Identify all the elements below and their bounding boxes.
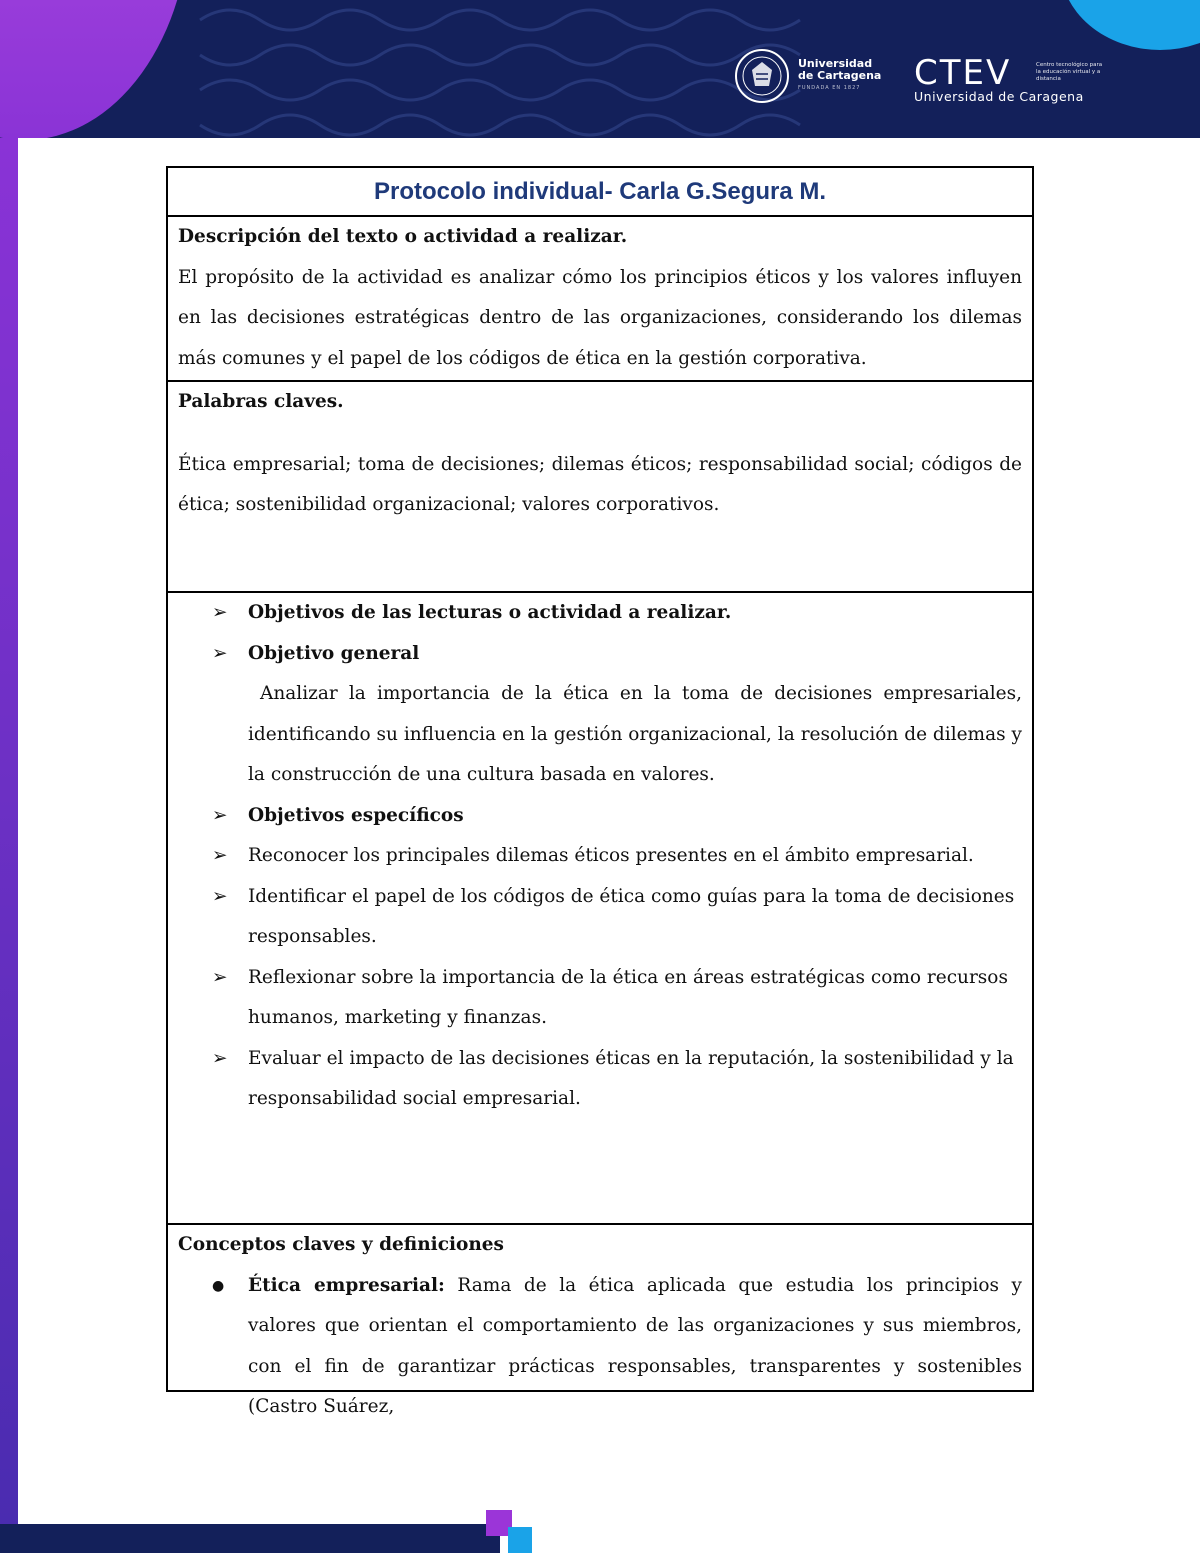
ctev-logo bbox=[914, 53, 1103, 104]
specific-objective-text: Reconocer los principales dilemas éticos presentes en el ámbito empresarial. bbox=[248, 845, 974, 866]
keywords-heading: Palabras claves. bbox=[178, 391, 344, 412]
university-logo bbox=[734, 48, 881, 104]
arrow-bullet-icon: ➢ bbox=[212, 885, 228, 907]
concepts-heading: Conceptos claves y definiciones bbox=[178, 1234, 504, 1255]
arrow-bullet-icon: ➢ bbox=[212, 642, 228, 664]
ctev-tagline: Centro tecnológico para la educación virtual y a distancia bbox=[1036, 62, 1103, 82]
objectives-section bbox=[168, 593, 1032, 1225]
concept-term: Ética empresarial: bbox=[248, 1274, 445, 1296]
list-item bbox=[212, 634, 1022, 675]
arrow-bullet-icon: ➢ bbox=[212, 1047, 228, 1069]
general-objective-heading: Objetivo general bbox=[248, 642, 420, 664]
list-item bbox=[212, 796, 1022, 837]
university-seal-icon bbox=[734, 48, 790, 104]
list-item bbox=[212, 1266, 1022, 1428]
arrow-bullet-icon: ➢ bbox=[212, 804, 228, 826]
arrow-bullet-icon: ➢ bbox=[212, 845, 228, 866]
objectives-heading: Objetivos de las lecturas o actividad a realizar. bbox=[248, 602, 732, 623]
description-heading: Descripción del texto o actividad a realizar. bbox=[178, 226, 628, 247]
specific-objective-text: Identificar el papel de los códigos de ética como guías para la toma de decisiones responsables. bbox=[248, 885, 1015, 947]
list-item bbox=[212, 877, 1022, 958]
concept-definition: Rama de la ética aplicada que estudia los principios y valores que orientan el comportamiento de las organizaciones y sus miembros, con el fin de garantizar prácticas responsables, transparentes y sostenibles (Castro Suárez, bbox=[248, 1274, 1023, 1417]
concepts-section bbox=[168, 1225, 1032, 1417]
description-body: El propósito de la actividad es analizar cómo los principios éticos y los valores influyen en las decisiones estratégicas dentro de las organizaciones, considerando los dilemas más comunes y el papel de los códigos de ética en la gestión corporativa. bbox=[178, 266, 1022, 369]
description-section bbox=[168, 217, 1032, 382]
ctev-subtitle: Universidad de Caragena bbox=[914, 89, 1084, 104]
dot-bullet-icon: ● bbox=[212, 1277, 225, 1294]
specific-objectives-list bbox=[178, 796, 1022, 1120]
objectives-list bbox=[178, 593, 1022, 674]
document-title: Protocolo individual- Carla G.Segura M. bbox=[373, 177, 827, 205]
arrow-bullet-icon: ➢ bbox=[212, 602, 228, 623]
list-item bbox=[212, 836, 1022, 877]
general-objective-body bbox=[178, 674, 1022, 796]
title-row bbox=[168, 168, 1032, 217]
footer-blue-square bbox=[508, 1527, 532, 1553]
footer-bar bbox=[0, 1524, 500, 1553]
specific-objectives-heading: Objetivos específicos bbox=[248, 804, 464, 826]
university-motto: FUNDADA EN 1827 bbox=[798, 85, 861, 91]
general-objective-text: Analizar la importancia de la ética en la toma de decisiones empresariales, identificando su influencia en la gestión organizacional, la resolución de dilemas y la construcción de una cultura basada en valores. bbox=[248, 683, 1022, 785]
list-item bbox=[212, 1039, 1022, 1120]
list-item bbox=[212, 958, 1022, 1039]
page-header bbox=[0, 0, 1200, 138]
list-item bbox=[212, 593, 1022, 634]
university-name-line1: Universidad bbox=[798, 57, 873, 70]
university-name-line2: de Cartagena bbox=[798, 69, 882, 82]
specific-objective-text: Evaluar el impacto de las decisiones éticas en la reputación, la sostenibilidad y la responsabilidad social empresarial. bbox=[248, 1047, 1014, 1109]
arrow-bullet-icon: ➢ bbox=[212, 966, 228, 988]
protocol-table bbox=[166, 166, 1034, 1417]
university-name bbox=[798, 58, 881, 94]
keywords-body: Ética empresarial; toma de decisiones; dilemas éticos; responsabilidad social; códigos de ética; sostenibilidad organizacional; valores corporativos. bbox=[178, 453, 1022, 515]
keywords-section bbox=[168, 382, 1032, 593]
ctev-logo-text: CTEV bbox=[914, 53, 1012, 93]
concepts-list bbox=[178, 1266, 1022, 1428]
left-accent-bar bbox=[0, 138, 18, 1528]
specific-objective-text: Reflexionar sobre la importancia de la ética en áreas estratégicas como recursos humanos, marketing y finanzas. bbox=[248, 966, 1008, 1028]
